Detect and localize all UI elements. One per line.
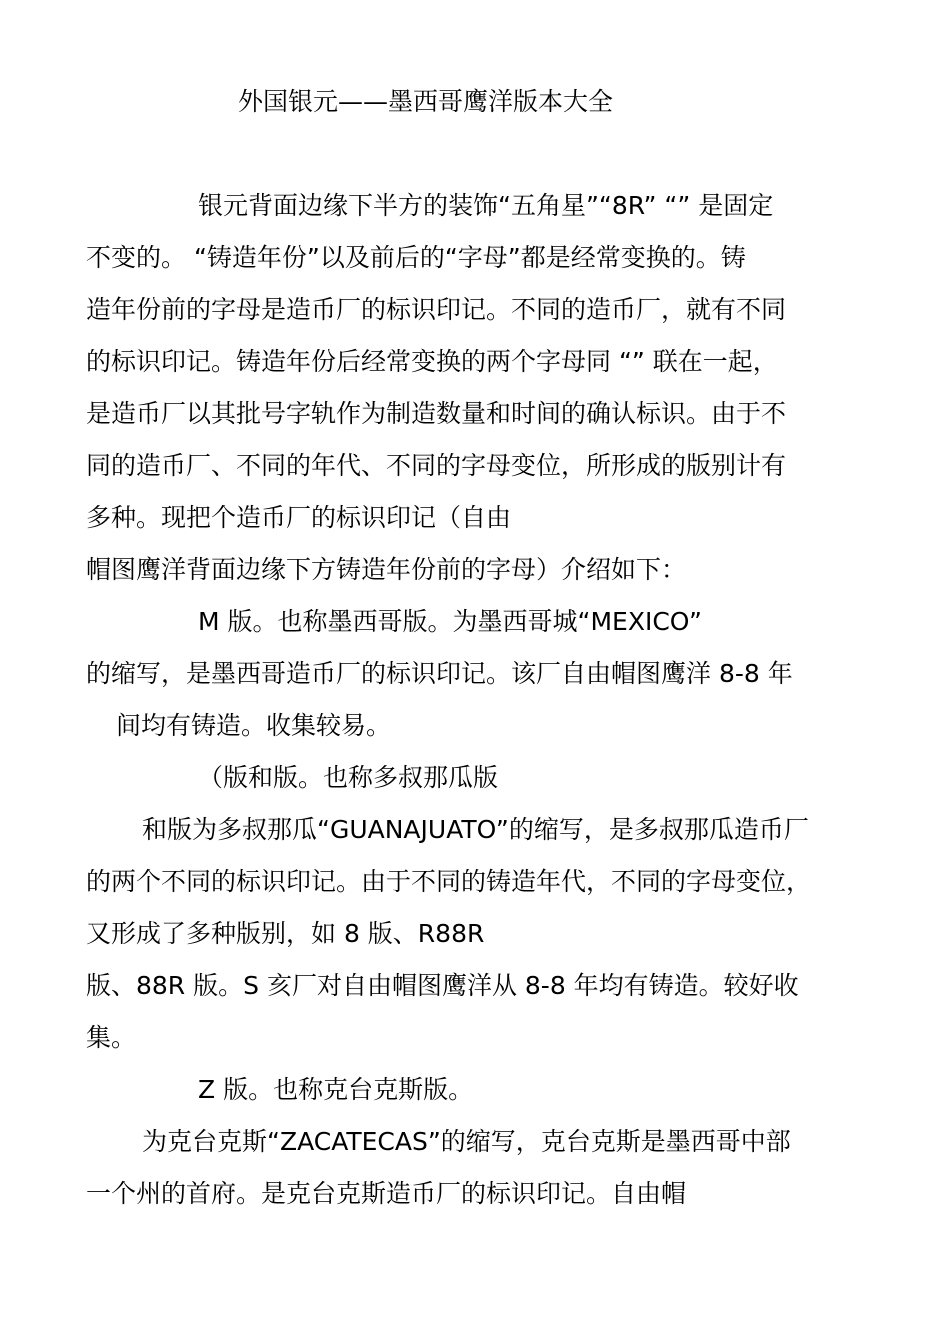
paragraph-line: M 版。也称墨西哥版。为墨西哥城“MEXICO” — [198, 607, 702, 636]
paragraph-line: 银元背面边缘下半方的装饰“五角星”“8R” “” 是固定 — [198, 191, 774, 220]
paragraph-line: （版和版。也称多叔那瓜版 — [198, 763, 499, 792]
paragraph-line: 为克台克斯“ZACATECAS”的缩写，克台克斯是墨西哥中部 — [142, 1127, 791, 1156]
paragraph-line: 集。 — [86, 1023, 137, 1052]
paragraph-line: 多种。现把个造币厂的标识印记（自由 — [86, 503, 512, 532]
paragraph-line: 的缩写，是墨西哥造币厂的标识印记。该厂自由帽图鹰洋 8-8 年 — [86, 659, 793, 688]
paragraph-line: 造年份前的字母是造币厂的标识印记。不同的造币厂，就有不同 — [86, 295, 787, 324]
paragraph-line: 帽图鹰洋背面边缘下方铸造年份前的字母）介绍如下： — [86, 555, 687, 584]
paragraph-line: 一个州的首府。是克台克斯造币厂的标识印记。自由帽 — [86, 1179, 687, 1208]
paragraph-line: 的两个不同的标识印记。由于不同的铸造年代，不同的字母变位， — [86, 867, 812, 896]
paragraph-line: 是造币厂以其批号字轨作为制造数量和时间的确认标识。由于不 — [86, 399, 787, 428]
paragraph-line: 版、88R 版。S 亥厂对自由帽图鹰洋从 8-8 年均有铸造。较好收 — [86, 971, 799, 1000]
document-title: 外国银元——墨西哥鹰洋版本大全 — [238, 87, 614, 116]
paragraph-line: 又形成了多种版别，如 8 版、R88R — [86, 919, 485, 948]
paragraph-line: 不变的。 “铸造年份”以及前后的“字母”都是经常变换的。铸 — [86, 243, 746, 272]
paragraph-line: 的标识印记。铸造年份后经常变换的两个字母同 “” 联在一起， — [86, 347, 778, 376]
paragraph-line: Z 版。也称克台克斯版。 — [198, 1075, 474, 1104]
paragraph-line: 间均有铸造。收集较易。 — [116, 711, 392, 740]
paragraph-line: 和版为多叔那瓜“GUANAJUATO”的缩写，是多叔那瓜造币厂 — [142, 815, 809, 844]
paragraph-line: 同的造币厂、不同的年代、不同的字母变位，所形成的版别计有 — [86, 451, 787, 480]
